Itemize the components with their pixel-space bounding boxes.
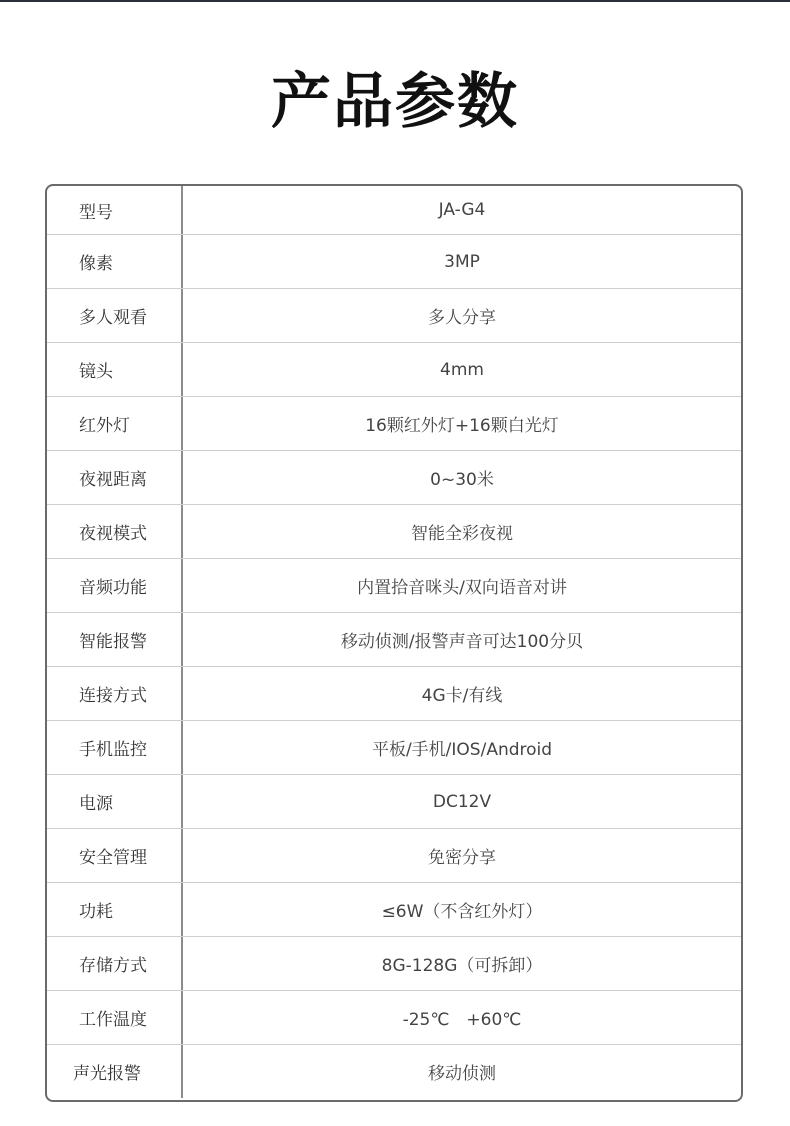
spec-label: 声光报警 (47, 1045, 183, 1098)
spec-value: 3MP (444, 251, 480, 272)
spec-value: 智能全彩夜视 (411, 524, 513, 544)
page-title: 产品参数 (271, 67, 519, 137)
spec-label: 手机监控 (47, 721, 183, 774)
spec-value: 多人分享 (428, 308, 496, 328)
spec-value: 0~30米 (430, 470, 494, 490)
table-row (47, 235, 741, 289)
spec-label: 连接方式 (47, 667, 183, 720)
spec-label: 功耗 (47, 883, 183, 936)
spec-value: JA-G4 (438, 200, 486, 220)
spec-value: 移动侦测/报警声音可达100分贝 (340, 632, 584, 652)
spec-value: 内置拾音咪头/双向语音对讲 (357, 578, 567, 598)
spec-label: 电源 (47, 775, 183, 828)
spec-value: ≤6W（不含红外灯） (381, 902, 543, 922)
table-row (47, 883, 741, 937)
table-row (47, 829, 741, 883)
table-row (47, 613, 741, 667)
spec-label: 音频功能 (47, 559, 183, 612)
spec-value: DC12V (432, 791, 492, 812)
spec-label: 夜视模式 (47, 505, 183, 558)
table-row (47, 721, 741, 775)
spec-label: 工作温度 (47, 991, 183, 1044)
table-row (47, 667, 741, 721)
table-row (47, 289, 741, 343)
table-row (47, 397, 741, 451)
table-row (47, 1045, 741, 1098)
top-divider (0, 0, 790, 2)
table-row (47, 775, 741, 829)
spec-value: 平板/手机/IOS/Android (371, 740, 553, 760)
table-row (47, 343, 741, 397)
spec-value: -25℃ +60℃ (402, 1010, 522, 1030)
spec-label: 夜视距离 (47, 451, 183, 504)
table-row (47, 559, 741, 613)
spec-value: 8G-128G（可拆卸） (381, 956, 543, 976)
table-row (47, 451, 741, 505)
table-row (47, 937, 741, 991)
spec-table (45, 184, 743, 1102)
spec-value: 16颗红外灯+16颗白光灯 (365, 416, 559, 436)
spec-label: 像素 (47, 235, 183, 288)
spec-value: 4G卡/有线 (421, 686, 503, 706)
table-row (47, 186, 741, 235)
table-row (47, 505, 741, 559)
spec-value: 4mm (440, 359, 484, 380)
spec-label: 红外灯 (47, 397, 183, 450)
spec-value: 移动侦测 (428, 1064, 496, 1084)
spec-label: 智能报警 (47, 613, 183, 666)
spec-label: 存储方式 (47, 937, 183, 990)
spec-label: 镜头 (47, 343, 183, 396)
spec-label: 多人观看 (47, 289, 183, 342)
spec-label: 安全管理 (47, 829, 183, 882)
spec-value: 免密分享 (428, 848, 496, 868)
spec-label: 型号 (47, 186, 183, 234)
table-row (47, 991, 741, 1045)
